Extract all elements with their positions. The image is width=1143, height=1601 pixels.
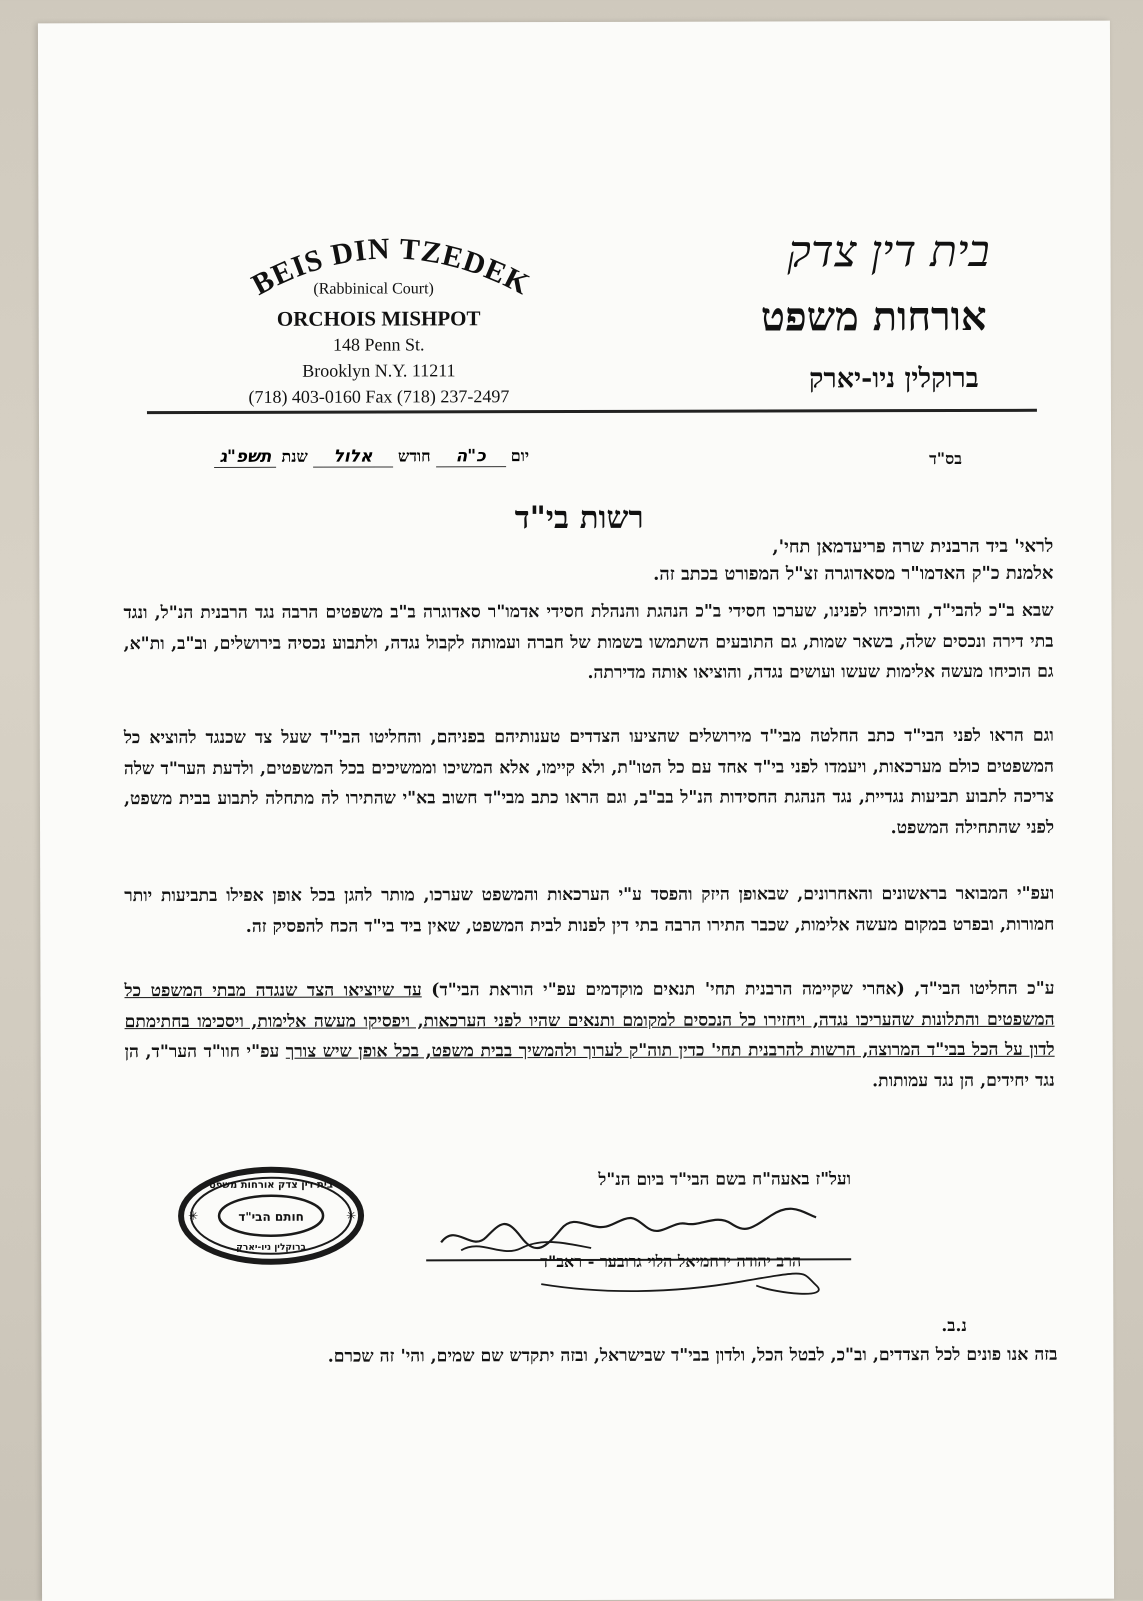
svg-text:✳: ✳ [346, 1208, 357, 1223]
document-title: רשות בי"ד [514, 499, 644, 537]
addressee-block [339, 533, 1053, 589]
paragraph-4-underlined: עד שיוציאו הצד שנגדה מבתי המשפט כל המשפטים והתלונות שהעריכו נגדה, ויחזירו כל הנכסים למקומם ותנאים שהיו לפני הערכאות, ויפסיקו מעשה אלימות, ויסכימו בחתימתם לדון על הכל בבי"ד המרוצה, הרשות להרבנית תחי' כדין תוה"ק לערוך ולהמשיך בבית משפט, בכל אופן שיש צורך [124, 980, 1055, 1062]
letterhead-subtitle: (Rabbinical Court) [313, 280, 434, 298]
letterhead-he-court: בית דין צדק [787, 225, 990, 278]
letterhead-he-city: ברוקלין ניו-יארק [808, 362, 979, 395]
day-label: יום [510, 446, 530, 466]
paragraph-3: ועפ"י המבואר בראשונים והאחרונים, שבאופן היזק והפסד ע"י הערכאות והמשפט שערכו, מותר להגן בכל אופן אפילו בתביעות יותר חמורות, ובפרט במקום מעשה אלימות, שכבר התירו הרבה בתי דין לפנות לבית המשפט, שאין ביד בי"ד הכח להפסיק זה. [124, 883, 1055, 937]
paragraph-1: שבא ב"כ להבי"ד, והוכיחו לפנינו, שערכו חסידי ב"כ הנהגת והנהלת חסידי אדמו"ר סאדוגרה ב"ב משפטים הרבה נגד הרבנית הנ"ל, ונגד בתי דירה ונכסים שלה, בשאר שמות, גם התובעים השתמשו בשמות של חברה ועמותה לקבול נגדה, ולתבוע נכסיה בירושלים, וב"ב, ות"א, גם הוכיחו מעשה אלימות שעשו ועושים נגדה, והוציאו אותה מדירתה. [123, 600, 1054, 683]
nb-label: נ.ב. [941, 1315, 967, 1337]
address-line-1: לראי' ביד הרבנית שרה פריעדמאן תחי', [772, 535, 1054, 558]
letterhead-he-name: אורחות משפט [760, 292, 987, 341]
year-label: שנת [281, 446, 308, 466]
address-line-2: אלמנת כ"ק האדמו"ר מסאדוגרה זצ"ל המפורט בכתב זה. [653, 562, 1054, 585]
year-value: תשפ"ג [214, 447, 276, 468]
paragraph-2: וגם הראו לפני הבי"ד כתב החלטה מבי"ד מירושלים שהציעו הצדדים טענותיהם בפניהם, והחליטו הבי"ד שעל צד שכנגד להוציא כל המשפטים כולם מערכאות, ויעמדו לפני בי"ד אחד עם כל הטו"ת, ולא קיימו, אלא המשיכו וממשיכים בכל המשפטים, ולדעת הער"ד שלה צריכה לתבוע תביעות נגדיית, נגד הנהגת החסידות הנ"ל בב"ב, וגם הראו כתב מבי"ד חשוב בא"י שהתירו לה מתחלה לתבוע בבית משפט, לפני שהתחילה המשפט. [123, 725, 1055, 838]
letterhead-name: ORCHOIS MISHPOT [276, 306, 481, 331]
letterhead-street: 148 Penn St. [332, 334, 425, 355]
header-divider [147, 409, 1037, 414]
stamp-outer-text: בית דין צדק אורחות משפט [209, 1179, 333, 1191]
paragraph-4 [124, 974, 1054, 1098]
paragraph-4-end: עפ"י חוו"ד הער"ד, הן נגד יחידים, הן נגד עמותות. [124, 1041, 1055, 1091]
nb-text: בזה אנו פונים לכל הצדדים, וב"כ, לבטל הכל, ולדון בבי"ד שבישראל, ובזה יתקדש שם שמים, והי' זה שכרם. [327, 1344, 1058, 1367]
signer-name: הרב יהודה ירחמיאל הלוי גרובער - ראב"ד [540, 1251, 802, 1272]
day-value: כ"ה [436, 446, 506, 467]
arc-title-text: BEIS DIN TZEDEK [246, 232, 536, 302]
date-line [189, 446, 529, 477]
stamp-bottom-text: ברוקלין ניו-יארק [236, 1242, 307, 1253]
letterhead-phone: (718) 403-0160 Fax (718) 237-2497 [248, 386, 510, 407]
court-stamp [176, 1166, 366, 1266]
signature-intro: ועל"ז באעה"ח בשם הבי"ד ביום הנ"ל [598, 1169, 851, 1190]
stamp-inner-text: חותם הבי"ד [238, 1209, 304, 1224]
paragraph-4-intro: ע"כ החליטו הבי"ד, (אחרי שקיימה הרבנית תחי' תנאים מוקדמים עפ"י הוראת הבי"ד) [421, 978, 1055, 1001]
document-page [38, 21, 1114, 1601]
month-label: חודש [397, 446, 431, 466]
letterhead-city: Brooklyn N.Y. 11211 [302, 360, 456, 381]
bsd-mark: בס"ד [929, 448, 962, 469]
svg-text:✳: ✳ [188, 1208, 199, 1224]
month-value: אלול [313, 446, 393, 467]
